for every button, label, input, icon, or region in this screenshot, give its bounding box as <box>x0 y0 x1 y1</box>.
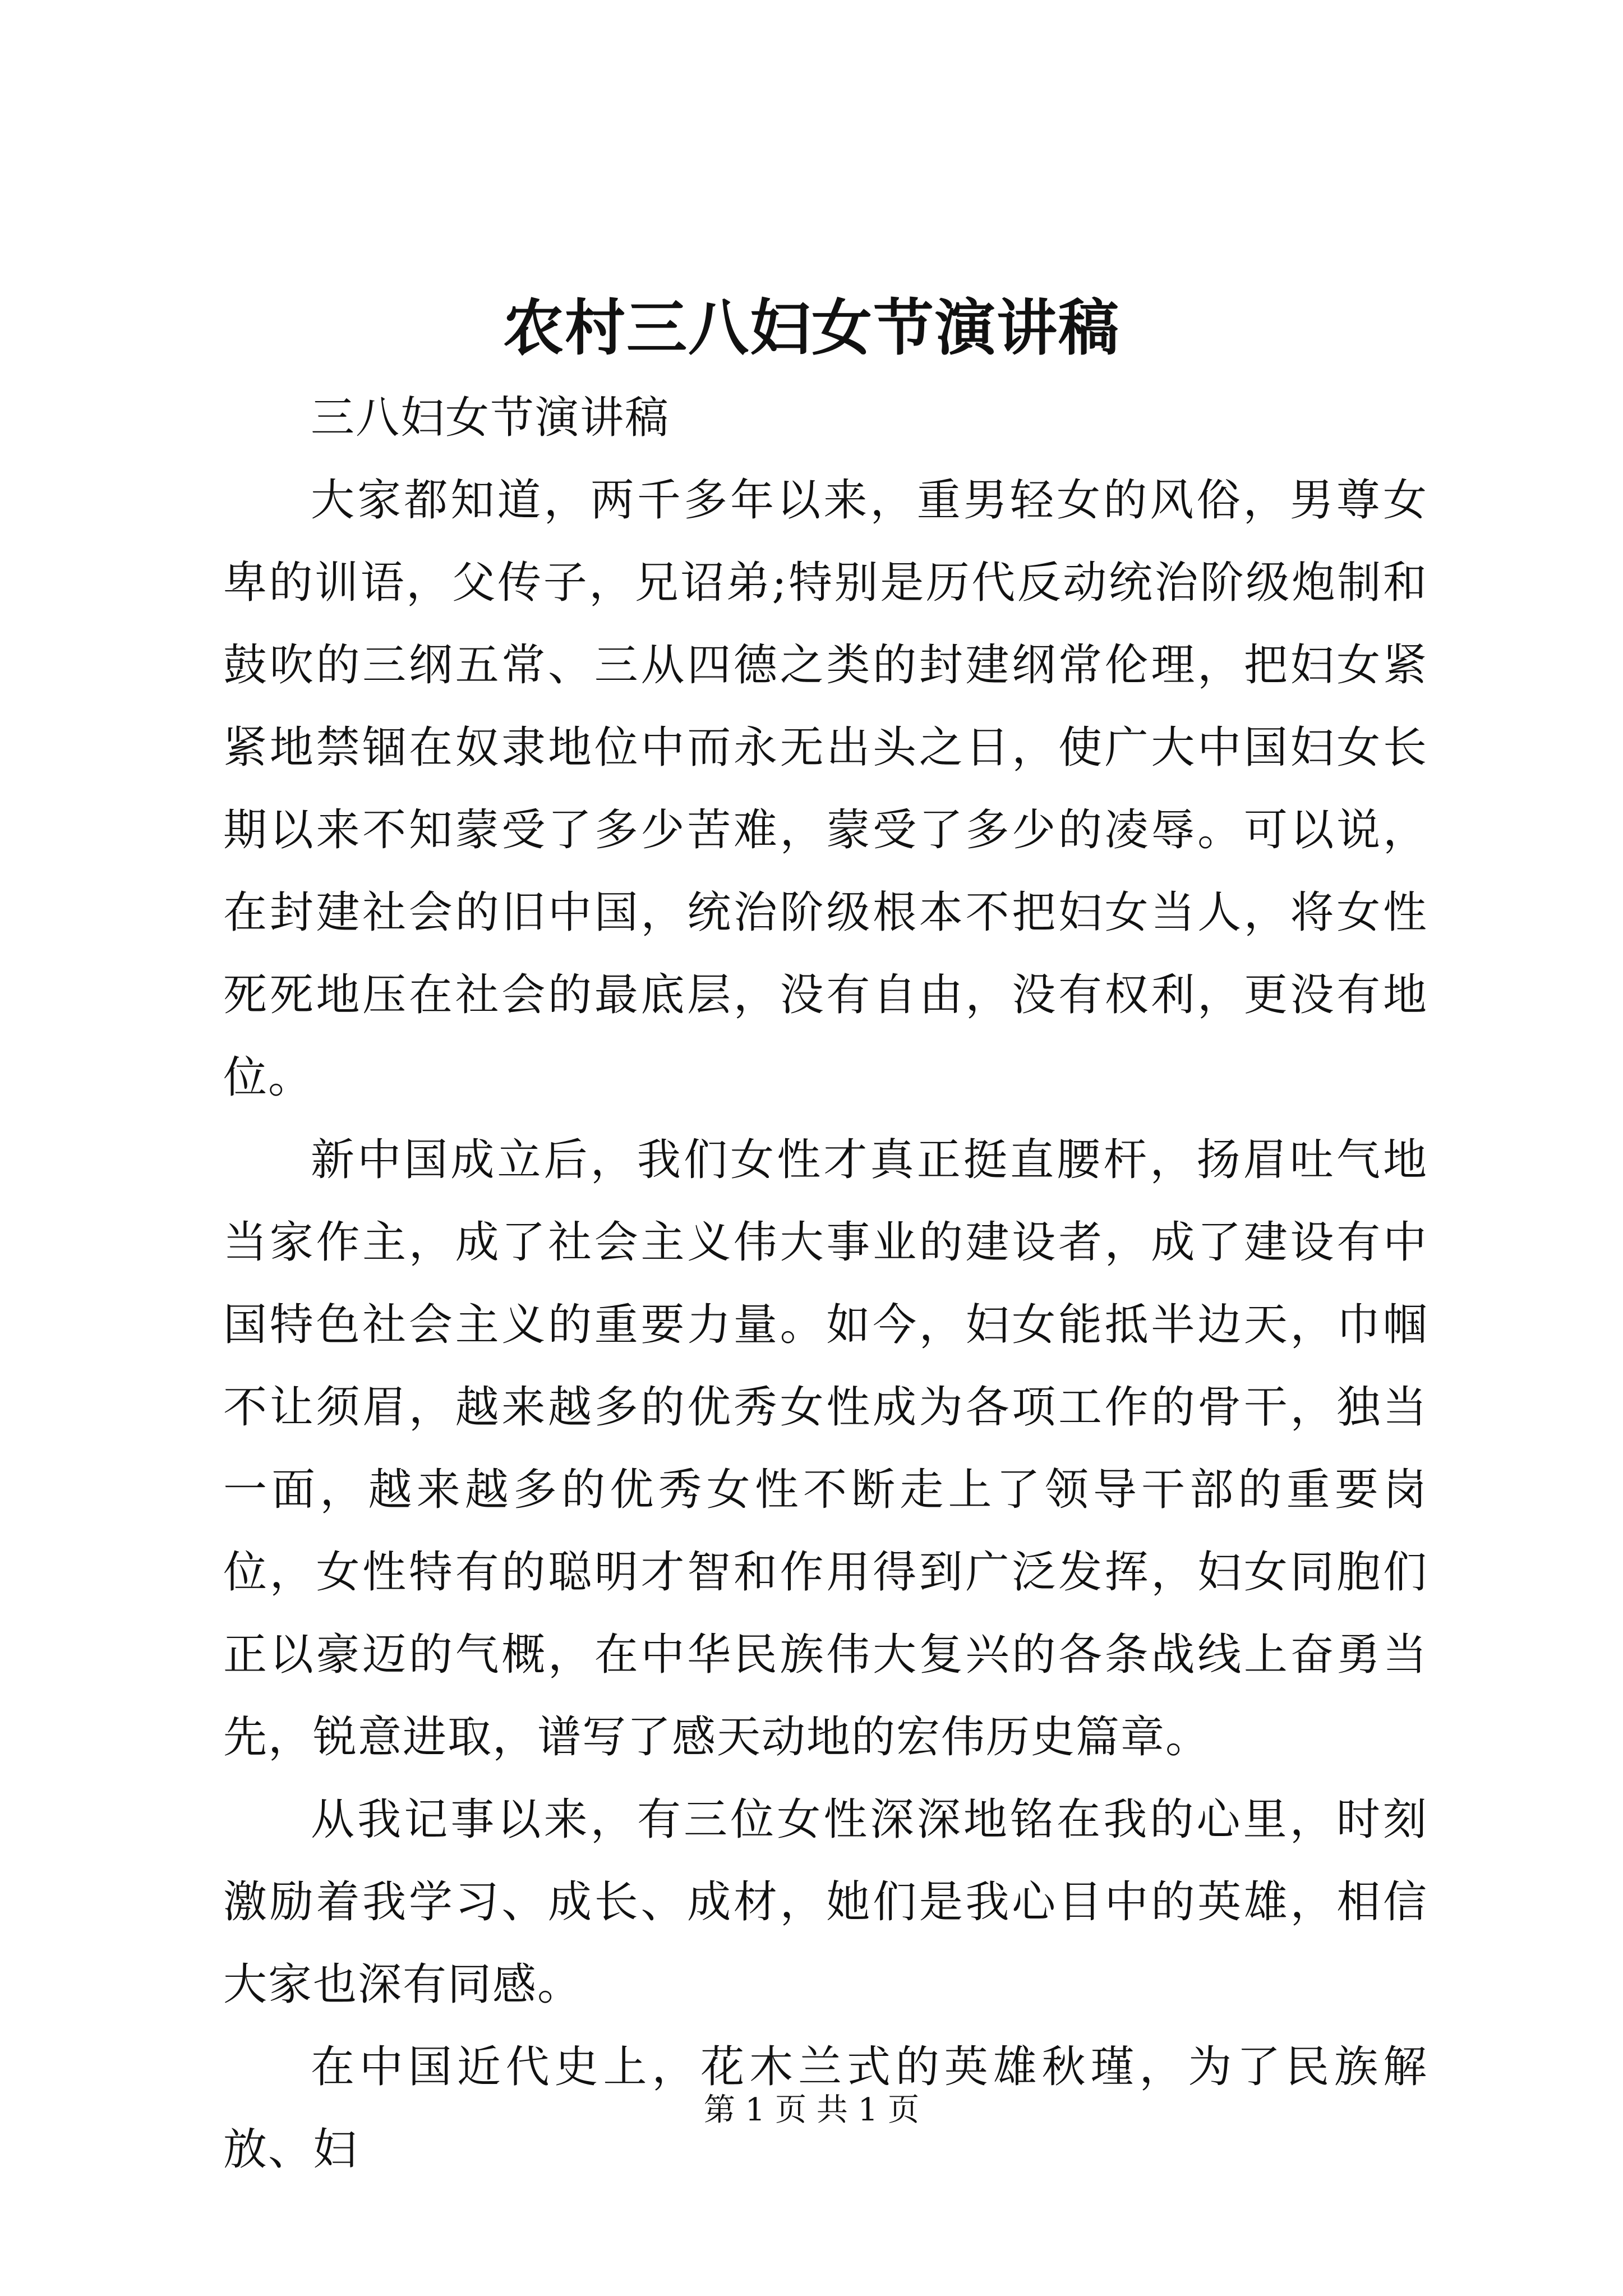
paragraph: 从我记事以来，有三位女性深深地铭在我的心里，时刻激励着我学习、成长、成材，她们是我心目中的英雄，相信大家也深有同感。 <box>223 1795 1428 2010</box>
document-title: 农村三八妇女节演讲稿 <box>502 293 1120 364</box>
document-body <box>223 377 1428 2191</box>
paragraph: 大家都知道，两千多年以来，重男轻女的风俗，男尊女卑的训语，父传子，兄诏弟;特别是历代反动统治阶级炮制和鼓吹的三纲五常、三从四德之类的封建纲常伦理，把妇女紧紧地禁锢在奴隶地位中而永无出头之日，使广大中国妇女长期以来不知蒙受了多少苦难，蒙受了多少的凌辱。可以说，在封建社会的旧中国，统治阶级根本不把妇女当人，将女性死死地压在社会的最底层，没有自由，没有权利，更没有地位。 <box>223 475 1428 1103</box>
paragraph: 在中国近代史上，花木兰式的英雄秋瑾，为了民族解放、妇 <box>223 2042 1428 2175</box>
paragraph: 新中国成立后，我们女性才真正挺直腰杆，扬眉吐气地当家作主，成了社会主义伟大事业的建设者，成了建设有中国特色社会主义的重要力量。如今，妇女能抵半边天，巾帼不让须眉，越来越多的优秀女性成为各项工作的骨干，独当一面，越来越多的优秀女性不断走上了领导干部的重要岗位，女性特有的聪明才智和作用得到广泛发挥，妇女同胞们正以豪迈的气概，在中华民族伟大复兴的各条战线上奋勇当先，锐意进取，谱写了感天动地的宏伟历史篇章。 <box>223 1135 1428 1763</box>
paragraph-subtitle: 三八妇女节演讲稿 <box>311 393 670 443</box>
page-number-footer: 第 1 页 共 1 页 <box>703 2092 920 2128</box>
